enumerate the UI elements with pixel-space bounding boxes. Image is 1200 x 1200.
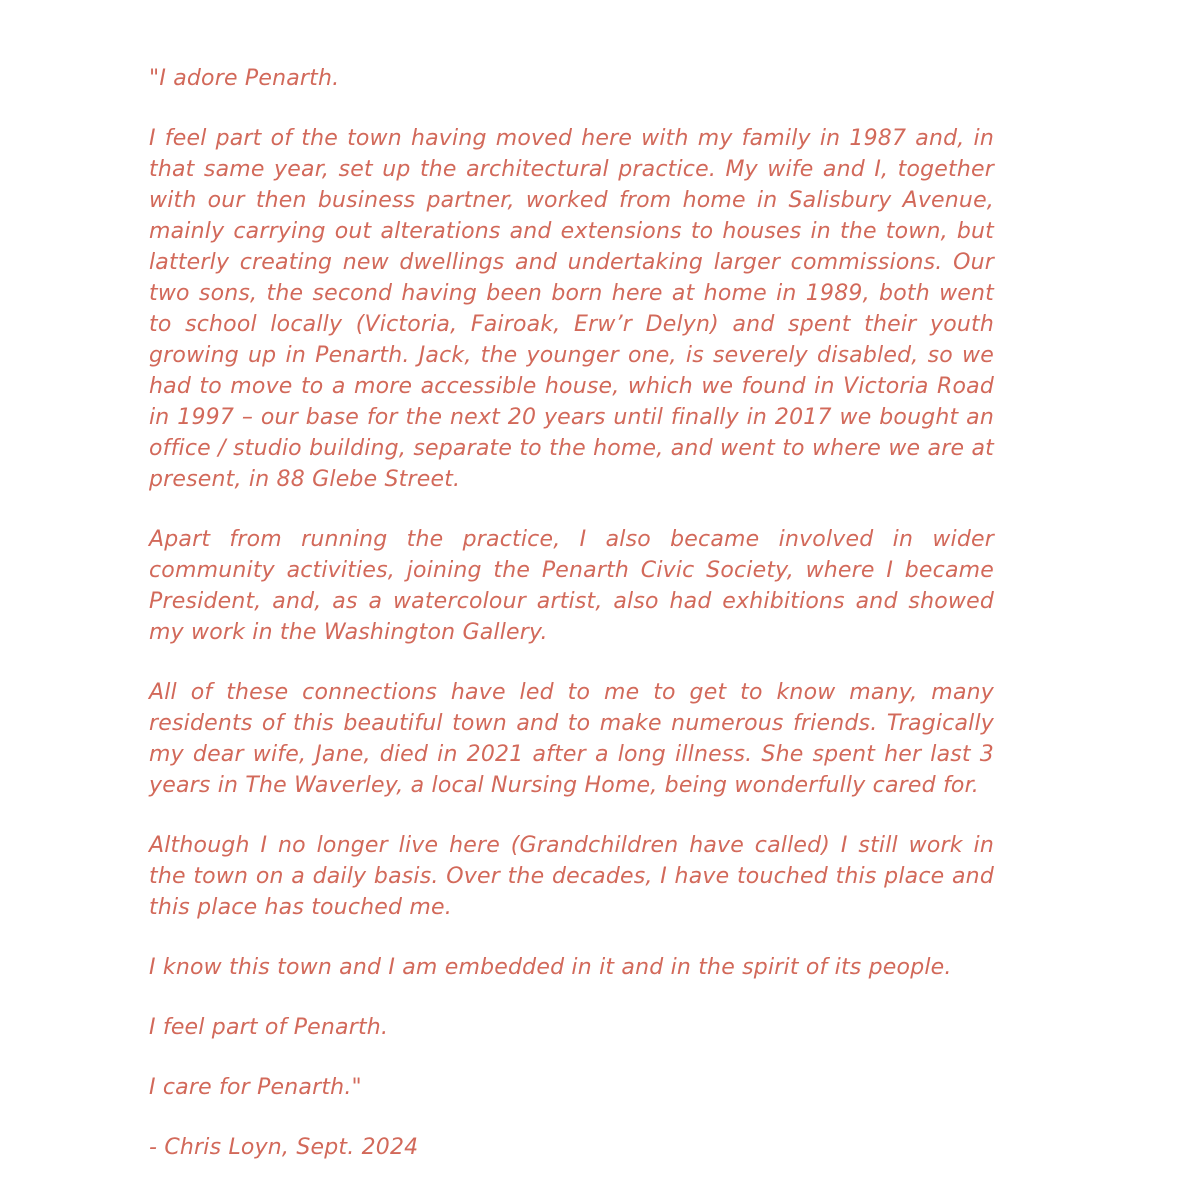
quote-paragraph-history: I feel part of the town having moved here with my family in 1987 and, in that same year, set up the architectural practice. My wife and I, together with our then business partner, worked from home in Salisbury Avenue, mainly carrying out alterations and extensions to houses in the town, but latterly creating new dwellings and undertaking larger commissions. Our two sons, the second having been born here at home in 1989, both went to school locally (Victoria, Fairoak, Erw’r Delyn) and spent their youth growing up in Penarth. Jack, the younger one, is severely disabled, so we had to move to a more accessible house, which we found in Victoria Road in 1997 – our base for the next 20 years until finally in 2017 we bought an office / studio building, separate to the home, and went to where we are at present, in 88 Glebe Street.: [149, 126, 994, 492]
quote-block: [149, 63, 994, 1163]
quote-paragraph-work: Although I no longer live here (Grandchildren have called) I still work in the town on a daily basis. Over the decades, I have touched this place and this place has touched me.: [149, 833, 994, 920]
quote-paragraph-connections: All of these connections have led to me to get to know many, many residents of this beautiful town and to make numerous friends. Tragically my dear wife, Jane, died in 2021 after a long illness. She spent her last 3 years in The Waverley, a local Nursing Home, being wonderfully cared for.: [149, 680, 994, 798]
quote-attribution: - Chris Loyn, Sept. 2024: [149, 1135, 419, 1160]
quote-paragraph-care: I care for Penarth.": [149, 1075, 362, 1100]
quote-paragraph-feel-part: I feel part of Penarth.: [149, 1015, 389, 1040]
quote-paragraph-embedded: I know this town and I am embedded in it and in the spirit of its people.: [149, 955, 952, 980]
quote-opening-line: "I adore Penarth.: [149, 66, 340, 91]
quote-paragraph-community: Apart from running the practice, I also became involved in wider community activities, joining the Penarth Civic Society, where I became President, and, as a watercolour artist, also had exhibitions and showed my work in the Washington Gallery.: [149, 527, 994, 645]
